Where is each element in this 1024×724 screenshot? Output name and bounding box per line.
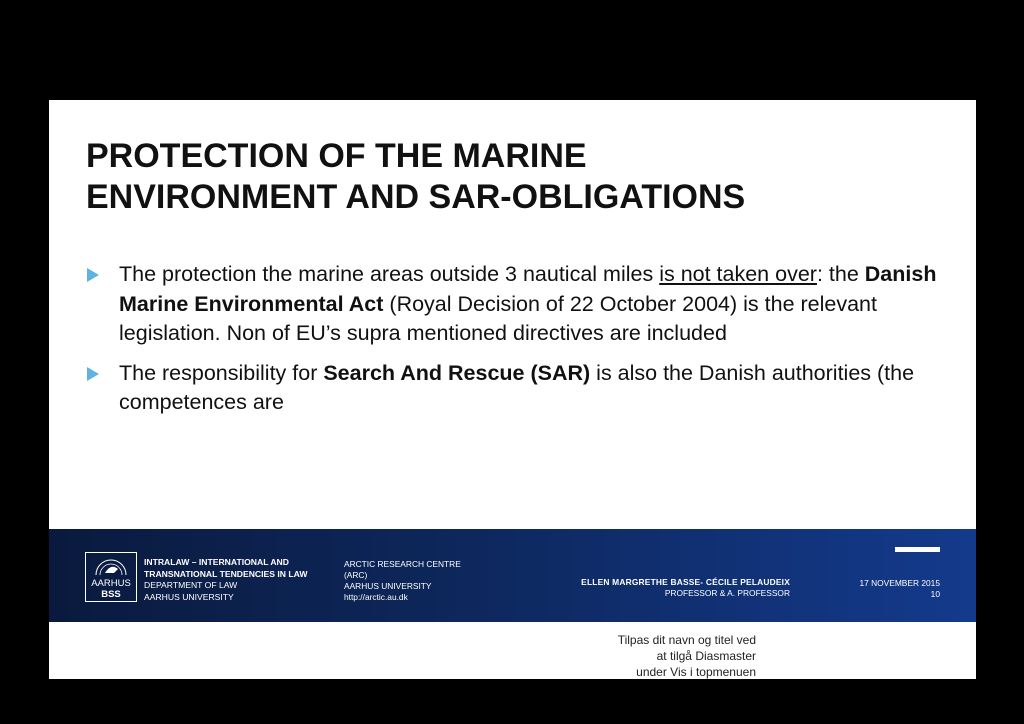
- slide: [49, 100, 976, 679]
- bullet-item: The protection the marine areas outside 3 nautical miles is not taken over: the Danish Marine Environmental Act (Royal Decision of 22 October 2004) is the relevant legislation. Non of EU’s supra mentioned directives are included: [87, 260, 947, 349]
- master-note: Tilpas dit navn og titel ved at tilgå Diasmaster under Vis i topmenuen: [617, 633, 756, 679]
- slide-title: PROTECTION OF THE MARINE ENVIRONMENT AND SAR-OBLIGATIONS: [86, 137, 746, 216]
- footer-accent-bar: [895, 547, 940, 552]
- bullet-arrow-icon: [87, 367, 99, 381]
- bullet-arrow-icon: [87, 268, 99, 282]
- university-seal-icon: [94, 555, 128, 577]
- bullet-list: [87, 260, 947, 428]
- department-info: INTRALAW – INTERNATIONAL AND TRANSNATIONAL TENDENCIES IN LAW DEPARTMENT OF LAW AARHUS UNIVERSITY: [144, 557, 308, 602]
- slide-footer: [49, 529, 976, 622]
- bullet-item: The responsibility for Search And Rescue (SAR) is also the Danish authorities (the competences are: [87, 359, 947, 418]
- aarhus-bss-logo: AARHUS BSS: [85, 552, 137, 602]
- author-info: ELLEN MARGRETHE BASSE- CÉCILE PELAUDEIX PROFESSOR & A. PROFESSOR: [581, 577, 790, 598]
- page-number: 10: [930, 589, 940, 599]
- slide-date: 17 NOVEMBER 2015 10: [859, 578, 940, 599]
- research-centre-info: ARCTIC RESEARCH CENTRE (ARC) AARHUS UNIVERSITY http://arctic.au.dk: [344, 559, 461, 602]
